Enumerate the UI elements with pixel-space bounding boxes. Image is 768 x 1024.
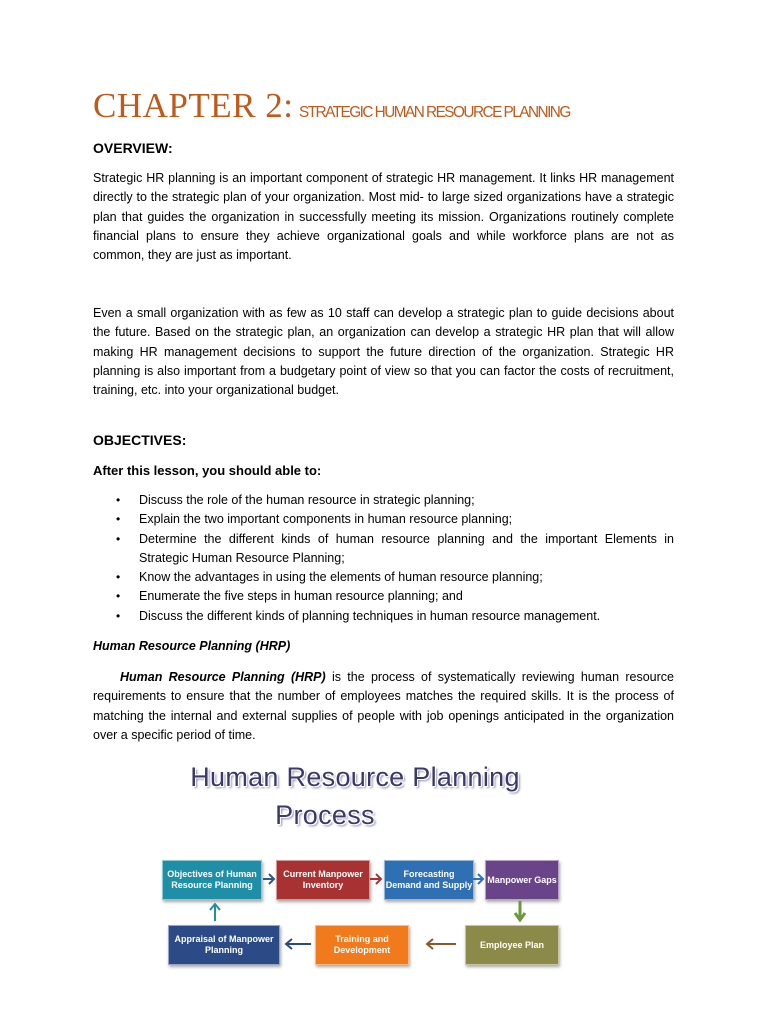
- box-appraisal: Appraisal of Manpower Planning: [168, 925, 280, 965]
- objectives-heading: OBJECTIVES:: [93, 432, 187, 448]
- overview-paragraph-2: Even a small organization with as few as 10 staff can develop a strategic plan to guide decisions about the future. Based on the strategic plan, an organization can develop a strategic HR plan that will allow making HR management decisions to support the future direction of the organization. Strategic HR planning is also important from a budgetary point of view so that you can factor the costs of recruitment, training, etc. into your organizational budget.: [93, 306, 674, 398]
- overview-heading: OVERVIEW:: [93, 140, 173, 156]
- objectives-list: [93, 491, 674, 626]
- arrow-right-icon: [262, 872, 276, 886]
- objectives-lead: After this lesson, you should able to:: [93, 463, 322, 478]
- bullet-icon: •: [116, 608, 121, 623]
- bullet-icon: •: [116, 589, 121, 604]
- objective-item: • Determine the different kinds of human resource planning and the important Elements in Strategic Human Resource Planning;: [116, 531, 674, 565]
- chapter-heading: [93, 86, 693, 126]
- hrp-heading: Human Resource Planning (HRP): [93, 639, 291, 653]
- arrow-left-icon: [284, 937, 312, 951]
- box-current-inventory: Current Manpower Inventory: [276, 860, 370, 900]
- bullet-icon: •: [116, 493, 121, 507]
- box-manpower-gaps: Manpower Gaps: [485, 860, 559, 900]
- overview-paragraph-1: Strategic HR planning is an important component of strategic HR management. It links HR management directly to the strategic plan of your organization. Most mid- to large sized organizations have a strategic plan that guides the organization in successfully meeting its mission. Organizations routinely complete financial plans to ensure they achieve organizational goals and while workforce plans are not as common, they are just as important.: [93, 171, 674, 263]
- diagram-title-line-1: Human Resource Planning: [190, 762, 520, 792]
- arrow-right-icon: [472, 872, 485, 886]
- chapter-number: CHAPTER 2:: [93, 86, 294, 125]
- box-forecasting: Forecasting Demand and Supply: [384, 860, 474, 900]
- box-employee-plan: Employee Plan: [465, 925, 559, 965]
- objective-item: • Discuss the role of the human resource in strategic planning;: [93, 491, 674, 510]
- arrow-down-icon: [513, 900, 527, 922]
- arrow-up-icon: [208, 902, 222, 922]
- arrow-left-icon: [425, 937, 457, 951]
- bullet-icon: •: [116, 570, 121, 585]
- chapter-title: STRATEGIC HUMAN RESOURCE PLANNING: [299, 104, 571, 121]
- objective-item: • Enumerate the five steps in human resource planning; and: [93, 587, 674, 606]
- hrp-paragraph: [93, 668, 674, 745]
- box-objectives: Objectives of Human Resource Planning: [162, 860, 262, 900]
- hrp-term: Human Resource Planning (HRP): [120, 670, 326, 684]
- objective-item: • Explain the two important components in human resource planning;: [93, 510, 674, 529]
- diagram-title-line-2: Process: [275, 800, 375, 830]
- box-training: Training and Development: [315, 925, 409, 965]
- hrp-process-diagram: [160, 760, 570, 980]
- bullet-icon: •: [116, 512, 121, 527]
- bullet-icon: •: [116, 531, 121, 546]
- objective-item: • Know the advantages in using the elements of human resource planning;: [93, 568, 674, 587]
- arrow-right-icon: [369, 872, 383, 886]
- objective-item: • Discuss the different kinds of planning techniques in human resource management.: [93, 607, 674, 626]
- hrp-text: is the process of systematically reviewing human resource requirements to ensure that the number of employees matches the required skills. It is the process of matching the internal and external supplies of people with job openings anticipated in the organization over a specific period of time.: [93, 670, 674, 742]
